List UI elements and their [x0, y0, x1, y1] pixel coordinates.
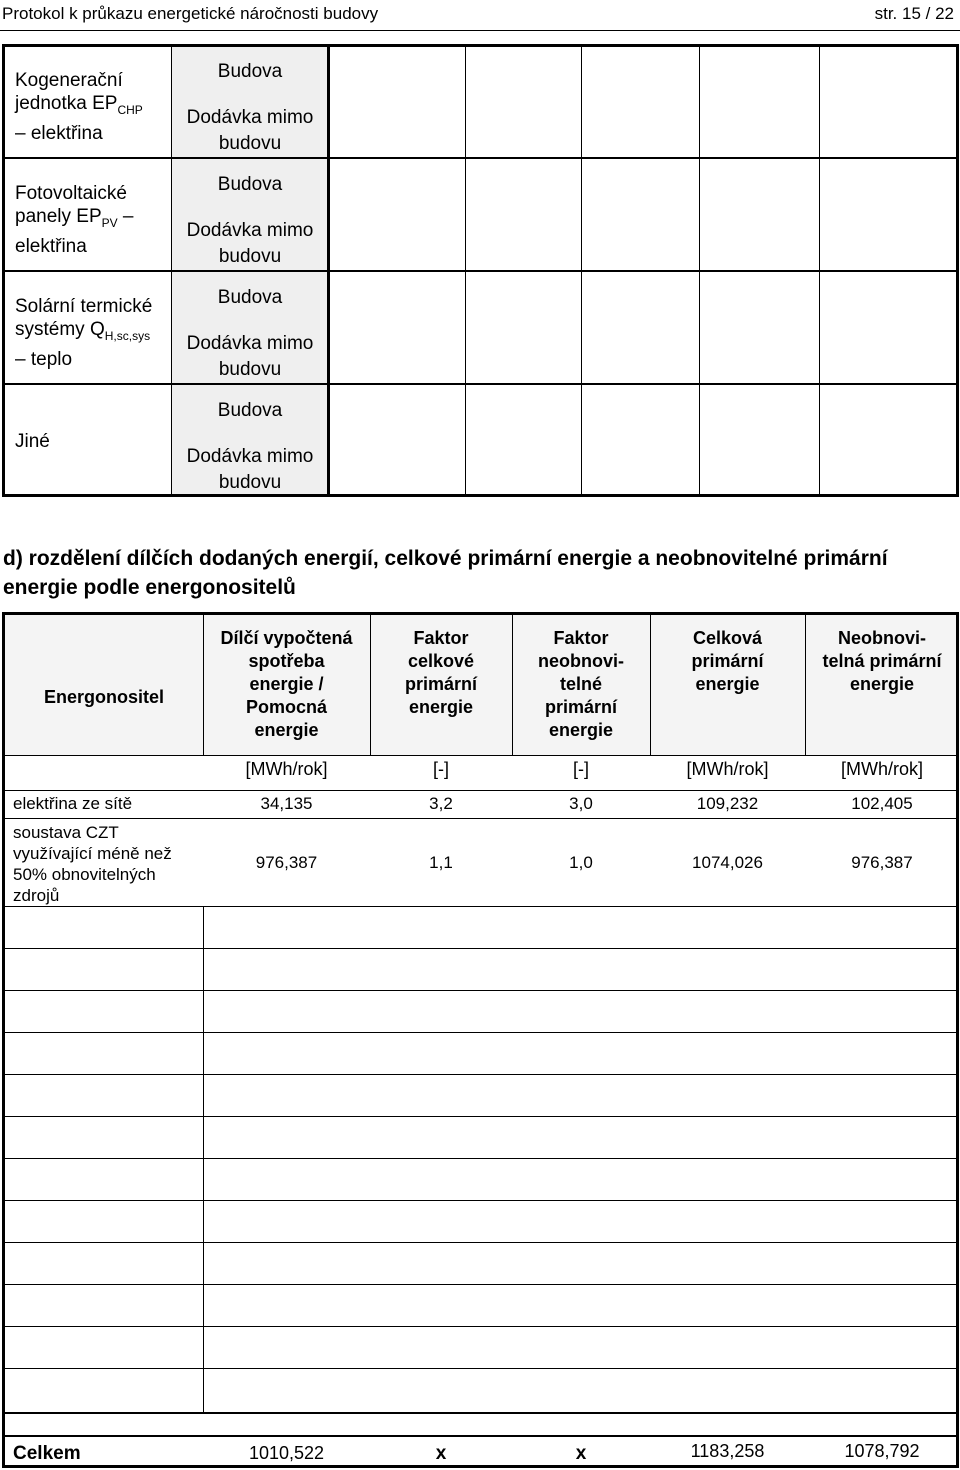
cell-faktor-celk: 3,2	[429, 794, 453, 813]
cell-spotreba: 976,387	[255, 853, 318, 872]
grid-line	[5, 818, 956, 819]
grid-line	[5, 1242, 956, 1243]
energy-source-table	[2, 44, 959, 497]
grid-line	[5, 1412, 956, 1414]
grid-line	[5, 1074, 956, 1075]
unit-faktor-celk: [-]	[433, 759, 449, 779]
option-budova: Budova	[217, 61, 283, 82]
grid-line	[5, 1435, 956, 1437]
cell-faktor-celk: 1,1	[429, 853, 453, 872]
header-neobnovitelna-primarni: Neobnovi- telná primární energie	[822, 628, 942, 694]
option-dodavka-mimo: Dodávka mimo budovu	[186, 446, 314, 493]
unit-neobnov: [MWh/rok]	[840, 759, 923, 779]
grid-line	[203, 906, 204, 1412]
grid-line	[5, 1116, 956, 1117]
total-label: Celkem	[13, 1443, 81, 1464]
grid-line	[5, 270, 956, 272]
header-faktor-celkove: Faktor celkové primární energie	[404, 628, 478, 717]
option-budova: Budova	[217, 287, 283, 308]
grid-line	[5, 990, 956, 991]
total-spotreba: 1010,522	[248, 1443, 325, 1463]
source-label-solar-thermal: Solární termické systémy $Q_{H,sc,sys}$ – teplo	[15, 296, 153, 370]
total-neobnov: 1078,792	[844, 1441, 920, 1461]
option-dodavka-mimo: Dodávka mimo budovu	[186, 107, 314, 154]
grid-line	[5, 1284, 956, 1285]
total-faktor-celk: x	[435, 1443, 447, 1464]
grid-line	[5, 383, 956, 385]
cell-faktor-neob: 3,0	[569, 794, 593, 813]
cell-spotreba: 34,135	[260, 794, 313, 813]
option-dodavka-mimo: Dodávka mimo budovu	[186, 220, 314, 267]
cell-celkova: 109,232	[696, 794, 759, 813]
grid-line	[5, 790, 956, 791]
unit-faktor-neob: [-]	[573, 759, 589, 779]
row-label-elektrina: elektřina ze sítě	[13, 794, 133, 813]
source-label-other: Jiné	[15, 431, 50, 452]
option-budova: Budova	[217, 174, 283, 195]
page-header	[0, 0, 960, 31]
row-label-czt: soustava CZT využívající méně než 50% obnovitelných zdrojů	[13, 823, 172, 905]
section-heading: d) rozdělení dílčích dodaných energií, celkové primární energie a neobnovitelné primární energie podle energonositelů	[3, 547, 888, 599]
header-energonositel: Energonositel	[43, 687, 164, 707]
grid-line	[5, 906, 956, 907]
grid-line	[5, 755, 956, 756]
grid-line	[5, 157, 956, 159]
unit-celkova: [MWh/rok]	[686, 759, 769, 779]
option-budova: Budova	[217, 400, 283, 421]
grid-line	[5, 1158, 956, 1159]
unit-spotreba: [MWh/rok]	[245, 759, 328, 779]
document-title: Protokol k průkazu energetické náročnosti budovy	[2, 4, 379, 23]
grid-line	[5, 1200, 956, 1201]
cell-neobnov: 102,405	[851, 794, 913, 813]
option-dodavka-mimo: Dodávka mimo budovu	[186, 333, 314, 380]
grid-line	[5, 1326, 956, 1327]
source-label-pv: Fotovoltaické panely $EP_{PV}$ – elektřina	[15, 183, 134, 257]
grid-line	[5, 1032, 956, 1033]
grid-line	[5, 1368, 956, 1369]
header-celkova-primarni: Celková primární energie	[691, 628, 764, 694]
cell-neobnov: 976,387	[851, 853, 913, 872]
energy-carrier-table	[2, 612, 959, 1468]
header-dilci-spotreba: Dílčí vypočtená spotřeba energie / Pomocná energie	[220, 628, 353, 740]
cell-celkova: 1074,026	[692, 853, 763, 872]
page-number: str. 15 / 22	[874, 4, 954, 23]
header-faktor-neobnovitelne: Faktor neobnovi- telné primární energie	[538, 628, 624, 740]
cell-faktor-neob: 1,0	[569, 853, 593, 872]
total-faktor-neob: x	[575, 1443, 587, 1464]
total-celkova: 1183,258	[690, 1441, 765, 1461]
grid-line	[5, 948, 956, 949]
source-label-chp: Kogenerační jednotka $EP_{CHP}$ – elektřina	[15, 70, 143, 144]
